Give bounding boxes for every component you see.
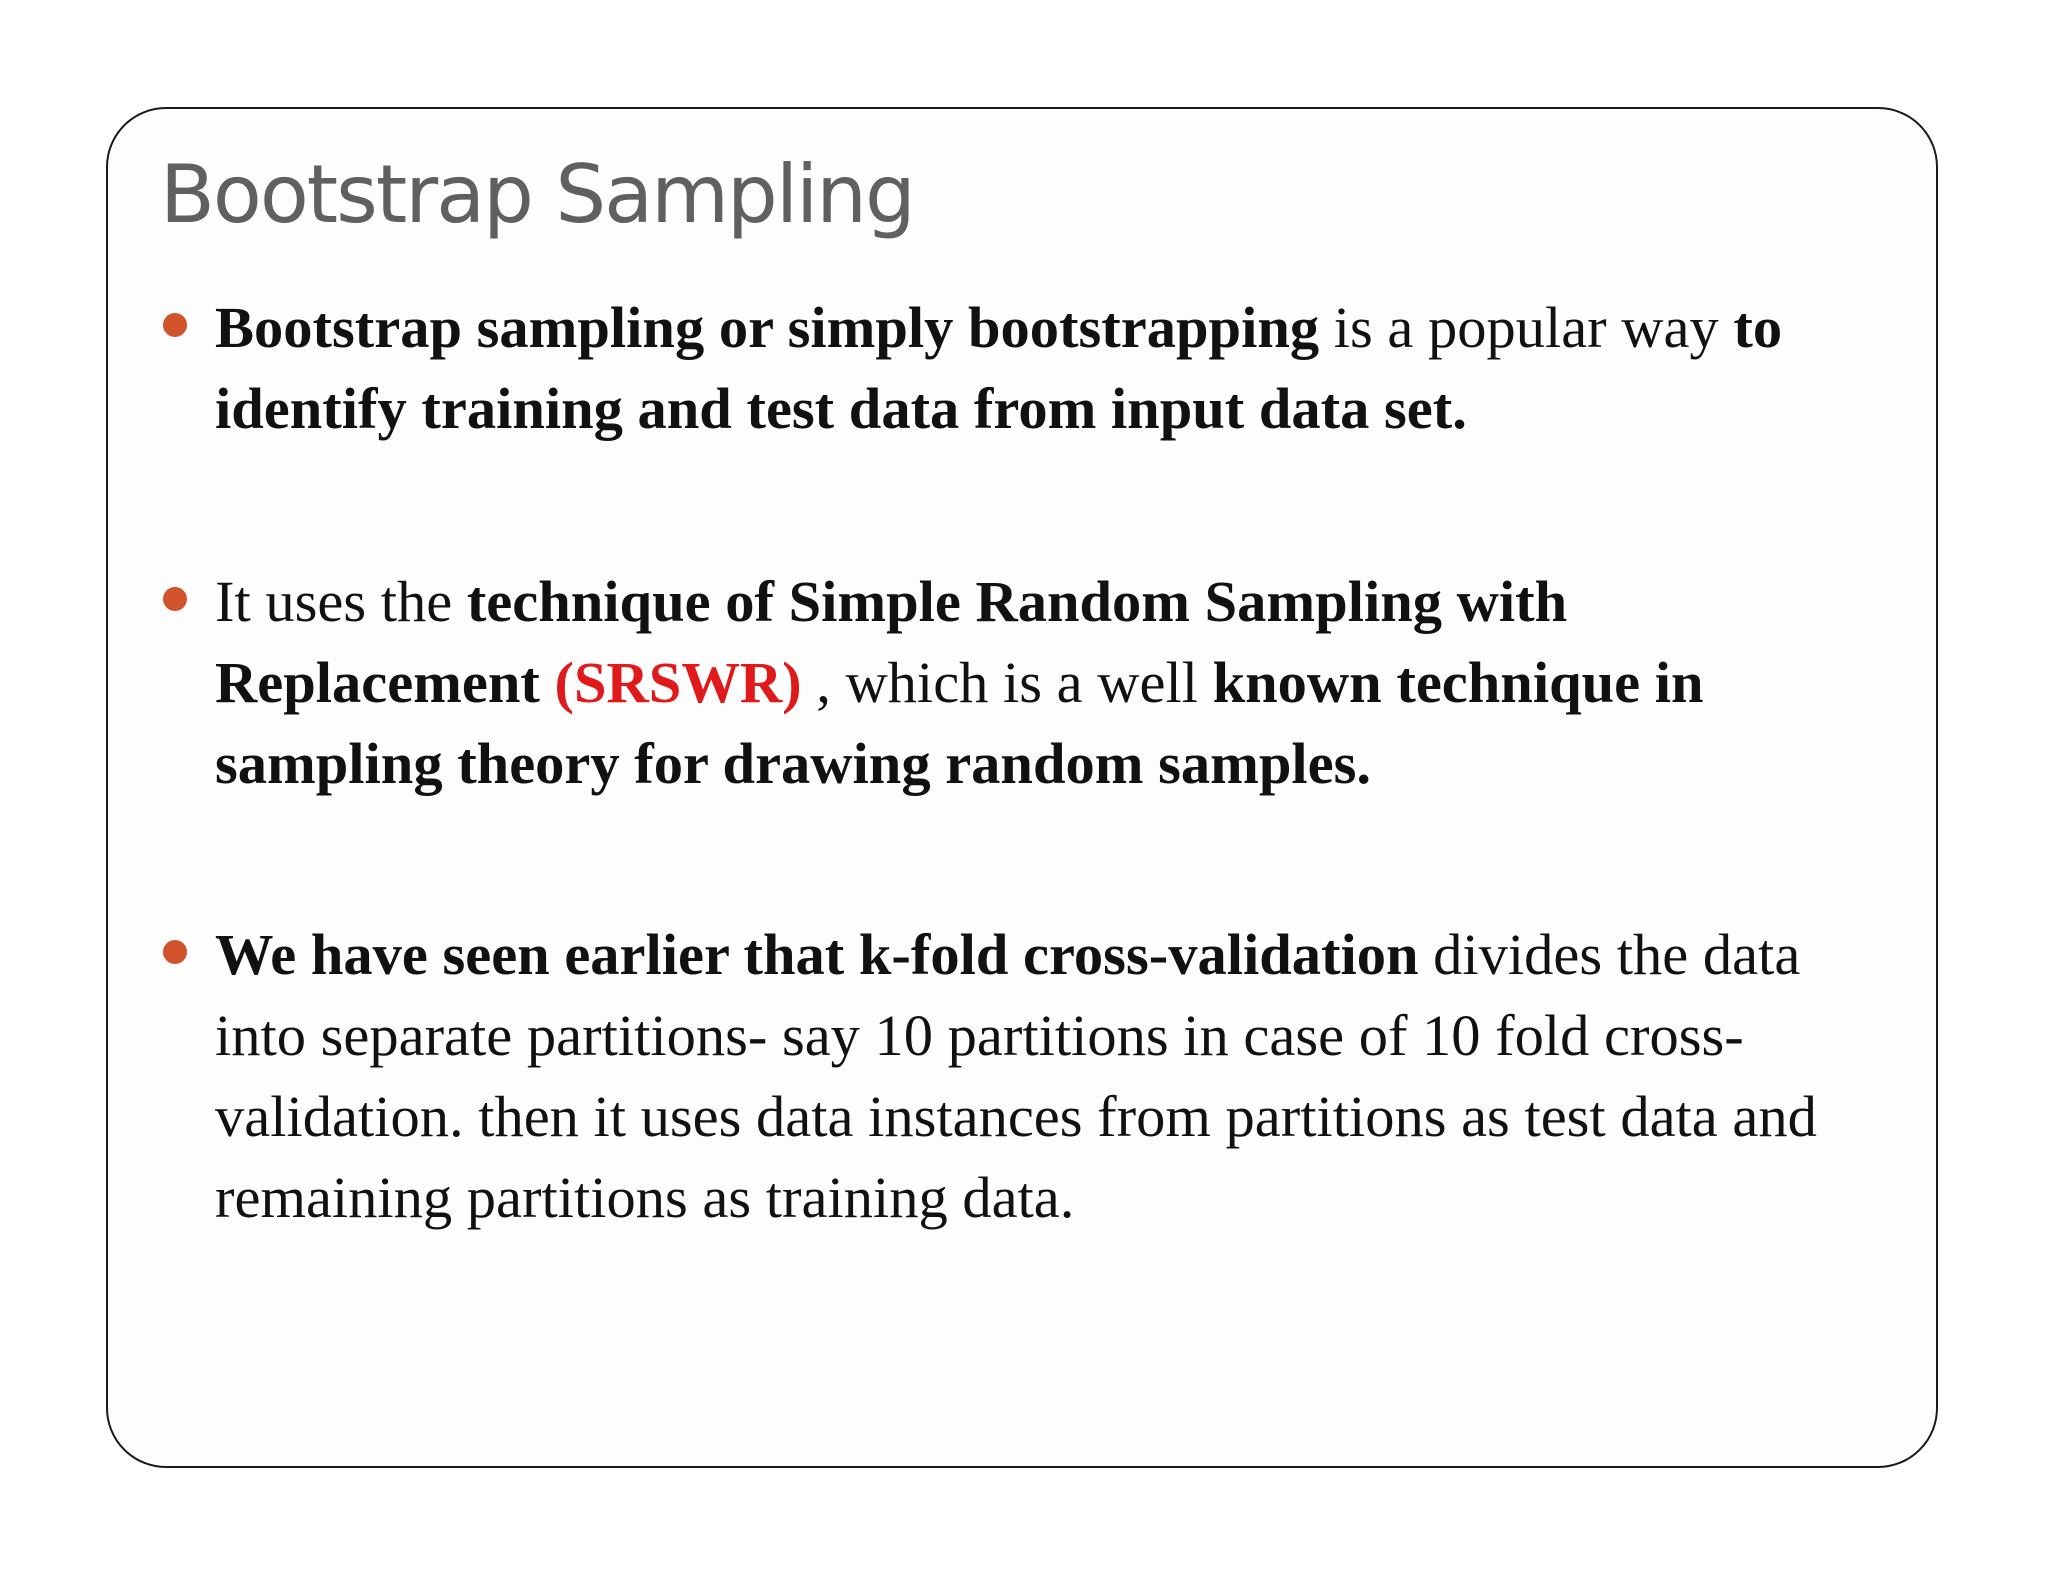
bullet-normal-text: is a popular way [1319, 295, 1734, 360]
bullet-bold-text: technique of Simple Random Sampling with Replacement [215, 569, 1568, 715]
bullet-normal-text: It uses the [215, 569, 467, 634]
bullet-bold-text: We have seen earlier that k-fold cross-validation [215, 922, 1419, 987]
bullet-item-bootstrapping [215, 287, 1895, 449]
bullet-normal-text: divides the data into separate partitions- say 10 partitions in case of 10 fold cross-validation. then it uses data instances from partitions as test data and remaining partitions as training data. [215, 922, 1817, 1230]
bullet-bold-text: Bootstrap sampling or simply bootstrapping [215, 295, 1320, 360]
bullet-bold-text: to identify training and test data from input data set. [215, 295, 1783, 441]
bullet-dot-icon [163, 587, 187, 611]
bullet-item-srswr [215, 561, 1895, 804]
bullet-normal-text: , which is a well [801, 650, 1213, 715]
bullet-dot-icon [163, 940, 187, 964]
bullet-bold-text: known technique in sampling theory for drawing random samples. [215, 650, 1704, 796]
slide-title: Bootstrap Sampling [160, 148, 914, 241]
bullet-item-kfold [215, 914, 1895, 1238]
bullet-dot-icon [163, 313, 187, 337]
srswr-highlight: (SRSWR) [554, 650, 802, 715]
